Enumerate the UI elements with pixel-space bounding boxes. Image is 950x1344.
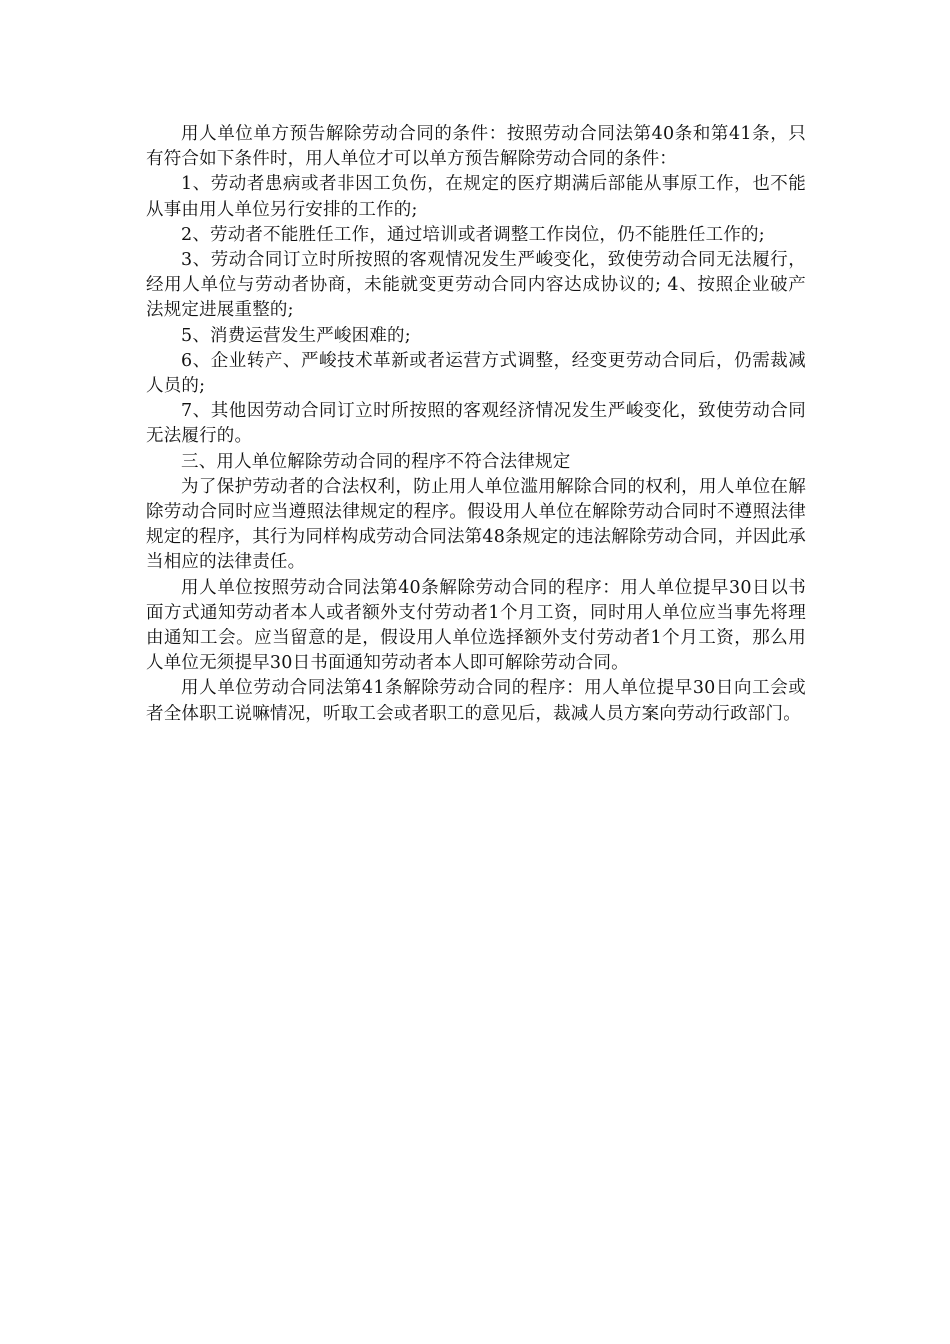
- paragraph-article-40-procedure: 用人单位按照劳动合同法第40条解除劳动合同的程序：用人单位提早30日以书面方式通知劳动者本人或者额外支付劳动者1个月工资，同时用人单位应当事先将理由通知工会。应当留意的是，假设用人单位选择额外支付劳动者1个月工资，那么用人单位无须提早30日书面通知劳动者本人即可解除劳动合同。: [146, 577, 806, 674]
- paragraph-item-1: 1、劳动者患病或者非因工负伤，在规定的医疗期满后部能从事原工作，也不能从事由用人单位另行安排的工作的;: [146, 174, 806, 220]
- paragraph-article-41-procedure: 用人单位劳动合同法第41条解除劳动合同的程序：用人单位提早30日向工会或者全体职工说嘛情况，听取工会或者职工的意见后，裁减人员方案向劳动行政部门。: [146, 678, 806, 724]
- paragraph-item-7: 7、其他因劳动合同订立时所按照的客观经济情况发生严峻变化，致使劳动合同无法履行的。: [146, 401, 806, 447]
- paragraph-termination-conditions: 用人单位单方预告解除劳动合同的条件：按照劳动合同法第40条和第41条，只有符合如下条件时，用人单位才可以单方预告解除劳动合同的条件：: [146, 124, 806, 170]
- paragraph-item-5: 5、消费运营发生严峻困难的;: [181, 325, 411, 346]
- paragraph-item-2: 2、劳动者不能胜任工作，通过培训或者调整工作岗位，仍不能胜任工作的;: [181, 224, 765, 245]
- section-heading-three: 三、用人单位解除劳动合同的程序不符合法律规定: [181, 451, 571, 472]
- paragraph-item-3-4: 3、劳动合同订立时所按照的客观情况发生严峻变化，致使劳动合同无法履行，经用人单位与劳动者协商，未能就变更劳动合同内容达成协议的; 4、按照企业破产法规定进展重整的;: [146, 250, 806, 321]
- document-body: [146, 122, 806, 727]
- paragraph-procedure-intro: 为了保护劳动者的合法权利，防止用人单位滥用解除合同的权利，用人单位在解除劳动合同时应当遵照法律规定的程序。假设用人单位在解除劳动合同时不遵照法律规定的程序，其行为同样构成劳动合同法第48条规定的违法解除劳动合同，并因此承当相应的法律责任。: [146, 476, 806, 573]
- paragraph-item-6: 6、企业转产、严峻技术革新或者运营方式调整，经变更劳动合同后，仍需裁减人员的;: [146, 350, 806, 397]
